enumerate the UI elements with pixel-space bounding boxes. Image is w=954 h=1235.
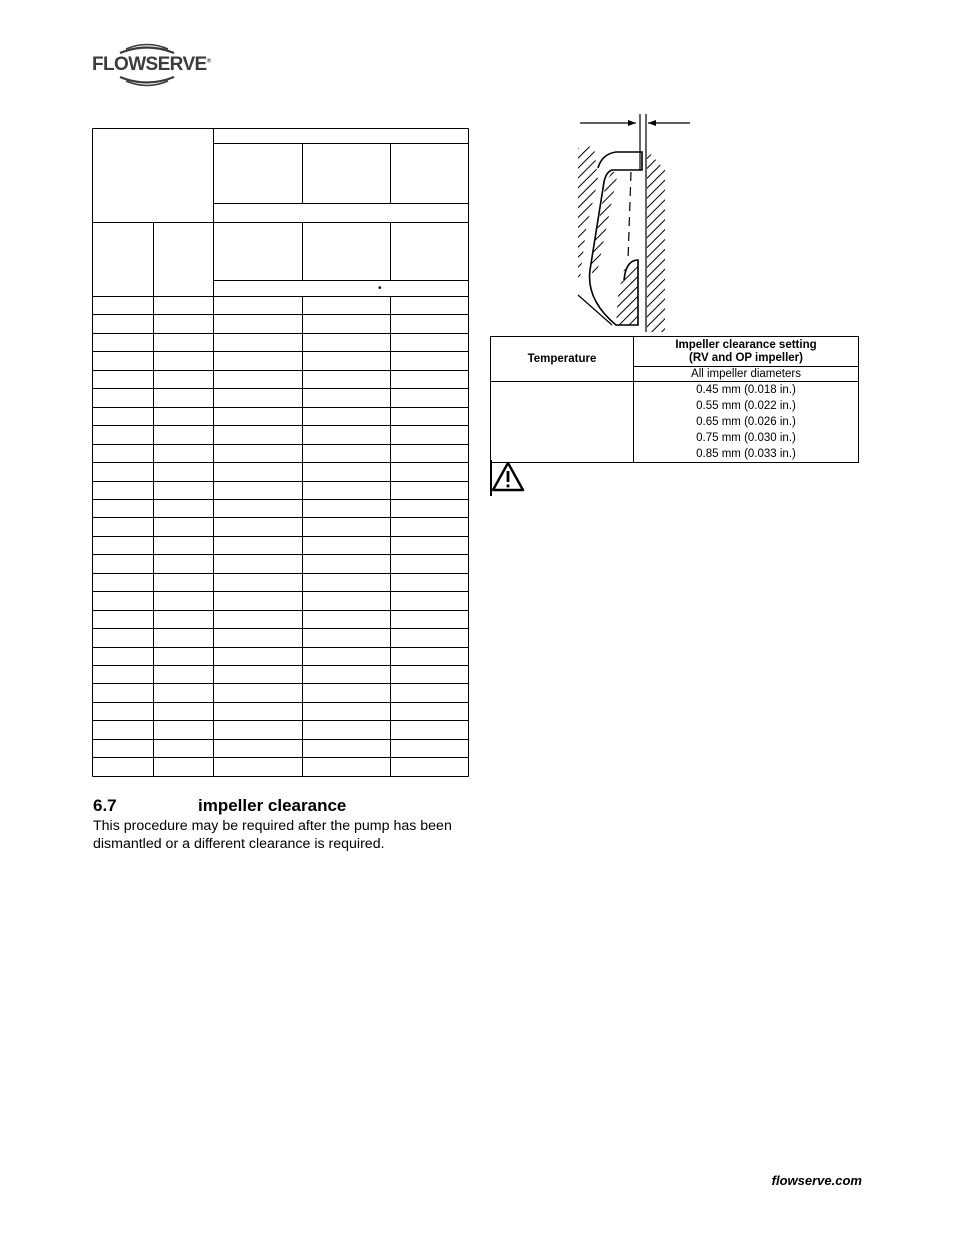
flowserve-logo <box>92 40 211 88</box>
header-clearance-setting-line2: (RV and OP impeller) <box>689 351 803 364</box>
clearance-values-cell <box>634 382 859 463</box>
header-bullet: • <box>378 283 382 294</box>
clearance-value: 0.45 mm (0.018 in.) <box>696 384 796 396</box>
section-body-text: This procedure may be required after the pump has been dismantled or a different clearance is required. <box>93 818 452 852</box>
header-clearance-setting <box>634 337 859 367</box>
header-clearance-setting-line1: Impeller clearance setting <box>675 338 817 351</box>
section-title: impeller clearance <box>198 796 347 815</box>
clearance-value: 0.55 mm (0.022 in.) <box>696 400 796 412</box>
dimension-table-grid <box>92 128 469 778</box>
footer-website: flowserve.com <box>771 1173 862 1188</box>
dimension-table <box>92 128 469 777</box>
clearance-value: 0.75 mm (0.030 in.) <box>696 432 796 444</box>
clearance-table <box>490 336 859 463</box>
header-temperature: Temperature <box>491 337 634 382</box>
impeller-clearance-diagram <box>576 110 696 332</box>
logo-wordmark: FLOWSERVE® <box>92 54 211 75</box>
clearance-value: 0.85 mm (0.033 in.) <box>696 448 796 460</box>
sub-header-diameters: All impeller diameters <box>634 367 859 382</box>
temperature-cell <box>491 382 634 463</box>
clearance-value: 0.65 mm (0.026 in.) <box>696 416 796 428</box>
warning-triangle-icon <box>490 460 526 496</box>
section-number: 6.7 <box>93 796 117 815</box>
